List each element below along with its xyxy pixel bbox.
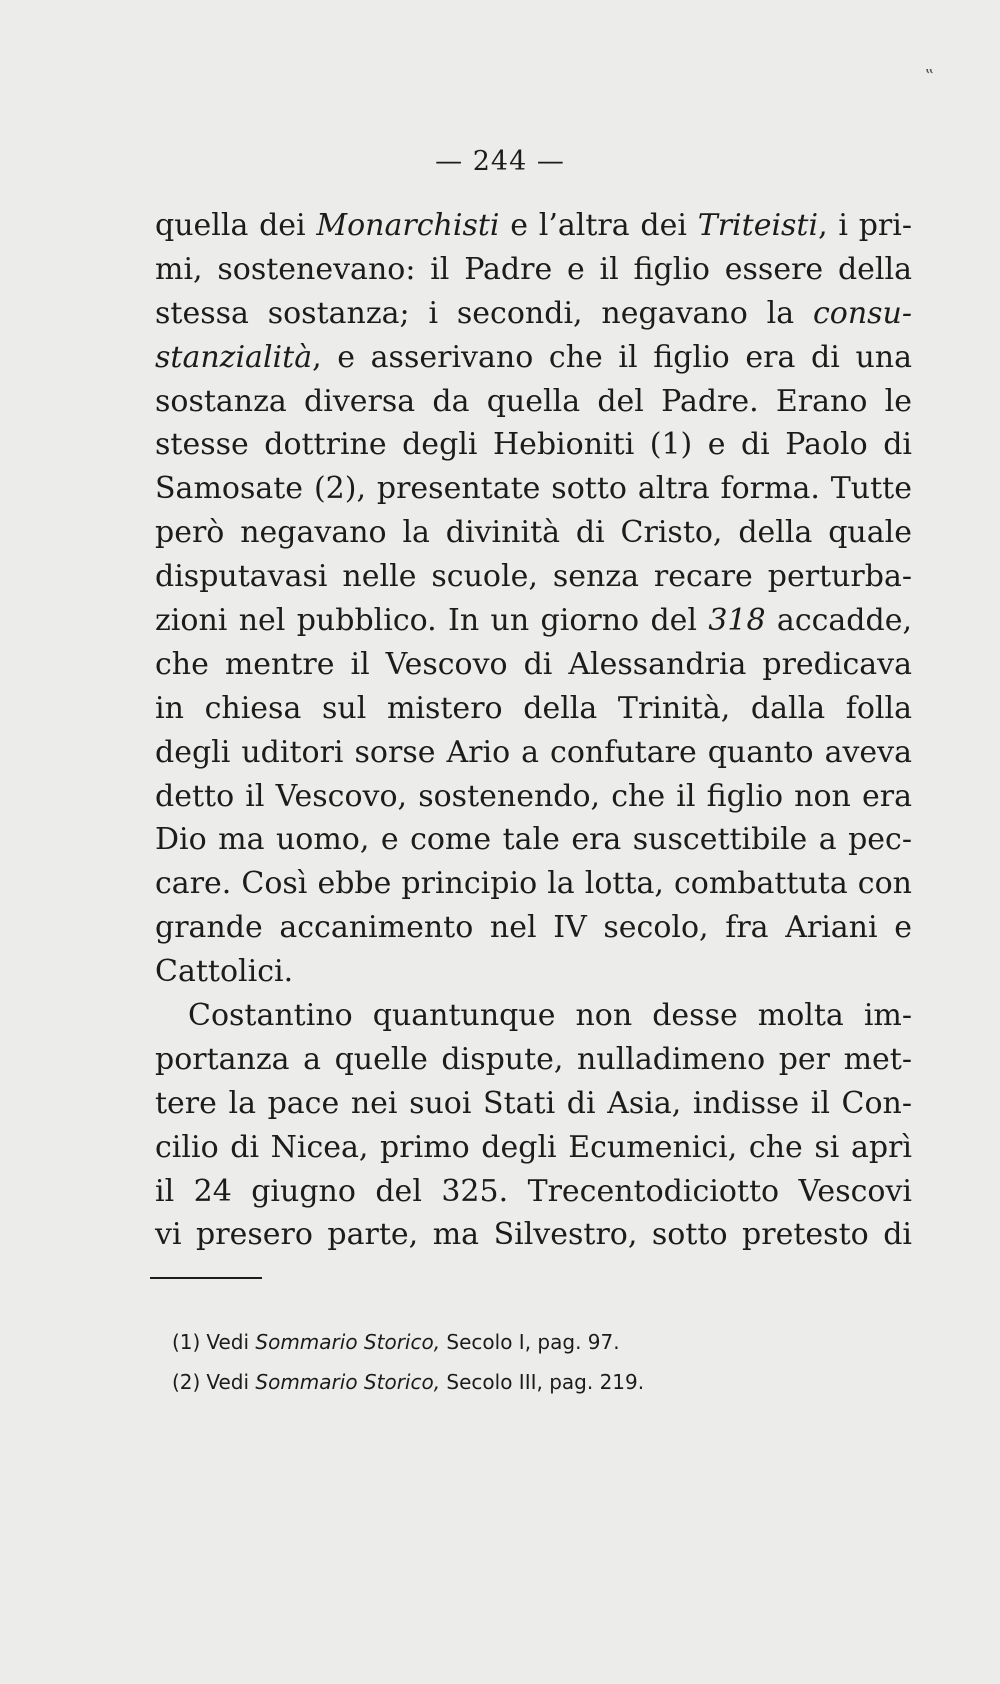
text-segment: cilio di Nicea, primo degli Ecumenici, che si aprì [155, 1129, 912, 1165]
text-segment: tere la pace nei suoi Stati di Asia, indisse il Con- [155, 1085, 912, 1121]
text-line [155, 336, 912, 380]
footnote-mark: (2) [172, 1370, 201, 1394]
text-line [155, 687, 912, 731]
footnote-text: Vedi [206, 1330, 256, 1354]
text-segment: grande accanimento nel IV secolo, fra Ariani e [155, 910, 912, 946]
text-line [155, 599, 912, 643]
text-segment: Cattolici. [155, 954, 294, 990]
text-line [155, 423, 912, 467]
text-line [155, 204, 912, 248]
text-line [155, 511, 912, 555]
text-line [155, 731, 912, 775]
text-segment: accadde, [765, 603, 912, 639]
footnote-work-title: Sommario Storico, [255, 1330, 441, 1354]
text-line [155, 248, 912, 292]
footnote [172, 1362, 644, 1402]
footnotes [172, 1322, 644, 1402]
text-segment: quella dei [155, 208, 317, 243]
text-segment: degli uditori sorse Ario a confutare quanto aveva [155, 734, 912, 770]
text-line [155, 467, 912, 511]
italic-text: Triteisti [697, 208, 819, 243]
text-line [155, 862, 912, 906]
text-line [155, 1126, 912, 1170]
text-segment: Dio ma uomo, e come tale era suscettibile a pec- [155, 822, 912, 858]
footnote-rule [150, 1277, 262, 1279]
text-segment: mi, sostenevano: il Padre e il figlio essere della [155, 251, 912, 287]
text-segment: , e asserivano che il figlio era di una [312, 339, 912, 375]
text-segment: disputavasi nelle scuole, senza recare perturba- [155, 559, 912, 595]
text-line [155, 818, 912, 862]
text-segment: il 24 giugno del 325. Trecentodiciotto Vescovi [155, 1173, 912, 1209]
text-segment: detto il Vescovo, sostenendo, che il figlio non era [155, 778, 912, 814]
text-line [155, 1170, 912, 1214]
text-segment: sostanza diversa da quella del Padre. Erano le [155, 383, 912, 419]
footnote-work-title: Sommario Storico, [255, 1370, 441, 1394]
text-segment: portanza a quelle dispute, nulladimeno per met- [155, 1041, 912, 1077]
text-segment: zioni nel pubblico. In un giorno del [155, 603, 709, 639]
footnote-text: Secolo I, pag. 97. [440, 1330, 620, 1354]
text-line [155, 1082, 912, 1126]
footnote-text: Vedi [206, 1370, 256, 1394]
italic-text: Monarchisti [316, 208, 500, 243]
text-segment: in chiesa sul mistero della Trinità, dalla folla [155, 690, 912, 726]
text-line [155, 1038, 912, 1082]
text-line [155, 643, 912, 687]
italic-text: consu- [812, 295, 912, 331]
text-segment: care. Così ebbe principio la lotta, combattuta con [155, 866, 912, 902]
text-line [155, 906, 912, 950]
body-text [155, 204, 912, 1257]
text-line [155, 1213, 912, 1257]
text-segment: stesse dottrine degli Hebioniti (1) e di Paolo di [155, 427, 912, 463]
text-segment: però negavano la divinità di Cristo, della quale [155, 515, 912, 551]
text-segment: vi presero parte, ma Silvestro, sotto pretesto di [155, 1217, 912, 1253]
text-line [155, 994, 912, 1038]
text-segment: Costantino quantunque non desse molta im- [188, 998, 912, 1034]
text-segment: e l’altra dei [499, 208, 698, 243]
text-line [155, 380, 912, 424]
text-segment: Samosate (2), presentate sotto altra forma. Tutte [155, 471, 912, 507]
corner-mark: ‟ [925, 66, 935, 87]
italic-text: 318 [708, 603, 766, 639]
text-line [155, 292, 912, 336]
footnote-text: Secolo III, pag. 219. [440, 1370, 645, 1394]
footnote [172, 1322, 644, 1362]
page-number: — 244 — [435, 146, 565, 177]
text-segment: stessa sostanza; i secondi, negavano la [155, 295, 813, 331]
text-line [155, 950, 912, 994]
italic-text: stanzialità [155, 339, 313, 375]
text-segment: che mentre il Vescovo di Alessandria predicava [155, 646, 912, 682]
text-segment: , i pri- [818, 208, 912, 243]
footnote-mark: (1) [172, 1330, 201, 1354]
text-line [155, 775, 912, 819]
text-line [155, 555, 912, 599]
